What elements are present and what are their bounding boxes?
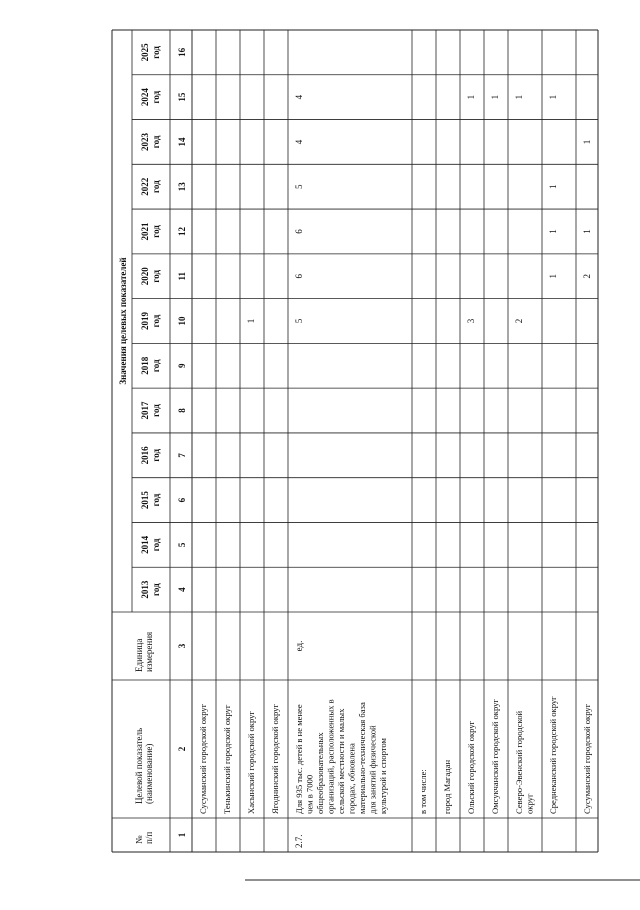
row-name: Для 935 тыс. детей в не менеечем в 7000общеобразовательныхорганизаций, расположенных всельской местности и малыхгородах, обновленаматериально-техническая базадля занятий физическойкультурой и спортом	[294, 699, 388, 814]
column-number: 11	[177, 271, 187, 281]
row-value: 5	[294, 318, 304, 324]
column-number: 13	[177, 182, 187, 192]
header-year-label: 2017	[140, 401, 150, 420]
column-number: 10	[177, 316, 187, 326]
header-year-suffix: год	[151, 46, 161, 59]
header-year-label: 2019	[140, 312, 150, 330]
header-name-label: Целевой показатель(наименование)	[134, 727, 154, 804]
column-number: 6	[177, 497, 187, 503]
row-name: Хасынский городской округ	[246, 711, 256, 814]
row-value: 1	[548, 184, 558, 189]
row-value: 3	[466, 318, 476, 324]
row-value: 5	[294, 184, 304, 189]
row-value: 6	[294, 273, 304, 279]
column-number: 15	[177, 92, 187, 102]
column-number: 16	[177, 47, 187, 57]
row-value: 1	[466, 94, 476, 100]
header-year-label: 2014	[140, 535, 150, 554]
row-name: Сусуманский городской округ	[198, 703, 208, 814]
header-year-label: 2021	[140, 222, 150, 241]
header-year-label: 2015	[140, 491, 150, 510]
group-header-label: Значения целевых показателей	[118, 257, 128, 385]
row-value: 2	[582, 273, 592, 279]
row-value: 1	[548, 229, 558, 234]
row-value: 1	[490, 94, 500, 100]
row-name: Северо-Эвенский городскойокруг	[514, 710, 535, 814]
row-value: 6	[294, 229, 304, 234]
row-name: Сусуманский городской округ	[582, 703, 592, 814]
row-name: Тенькинский городской округ	[222, 704, 232, 814]
header-year-suffix: год	[151, 314, 161, 328]
header-year-suffix: год	[151, 225, 161, 238]
row-name: Ольский городской округ	[466, 720, 476, 814]
row-name: город Магадан	[442, 759, 452, 814]
header-year-label: 2016	[140, 446, 150, 465]
row-value: 1	[548, 94, 558, 100]
row-name: Среднеканский городской округ	[548, 696, 558, 814]
header-year-label: 2023	[140, 132, 150, 151]
row-value: 1	[548, 273, 558, 279]
row-value: 4	[294, 94, 304, 100]
header-year-suffix: год	[151, 448, 161, 462]
header-year-label: 2024	[140, 88, 150, 107]
row-value: 1	[582, 139, 592, 145]
header-year-label: 2018	[140, 356, 150, 375]
header-year-label: 2025	[140, 43, 150, 62]
column-number: 14	[177, 137, 187, 147]
column-number: 5	[177, 542, 187, 548]
header-year-suffix: год	[151, 538, 161, 552]
header-num-label: №п/п	[134, 831, 154, 844]
row-name: Ягоднинский городской округ	[270, 704, 280, 814]
column-number: 1	[177, 832, 187, 838]
row-value: 1	[246, 318, 256, 324]
column-number: 9	[177, 363, 187, 369]
row-name: в том числе:	[418, 769, 428, 814]
column-number: 4	[177, 587, 187, 592]
row-value: 1	[582, 229, 592, 234]
header-year-label: 2013	[140, 580, 150, 599]
row-name: Омсукчанский городской округ	[490, 699, 500, 814]
column-number: 2	[177, 746, 187, 752]
header-year-suffix: год	[151, 135, 161, 149]
header-year-suffix: год	[151, 90, 161, 104]
row-unit: ед.	[294, 640, 304, 652]
row-number: 2.7.	[294, 834, 304, 848]
header-year-suffix: год	[151, 404, 161, 417]
row-value: 4	[294, 139, 304, 145]
column-number: 8	[177, 408, 187, 413]
header-year-label: 2022	[140, 177, 150, 196]
header-year-suffix: год	[151, 180, 161, 194]
row-value: 2	[514, 318, 524, 324]
header-year-label: 2020	[140, 267, 150, 286]
header-year-suffix: год	[151, 583, 161, 596]
column-number: 12	[177, 226, 187, 236]
table-grid	[112, 30, 598, 852]
header-year-suffix: год	[151, 493, 161, 507]
header-unit-label: Единицаизмерения	[134, 631, 154, 672]
column-number: 7	[177, 453, 187, 458]
column-number: 3	[177, 643, 187, 649]
header-year-suffix: год	[151, 359, 161, 373]
header-year-suffix: год	[151, 269, 161, 283]
row-value: 1	[514, 94, 524, 100]
